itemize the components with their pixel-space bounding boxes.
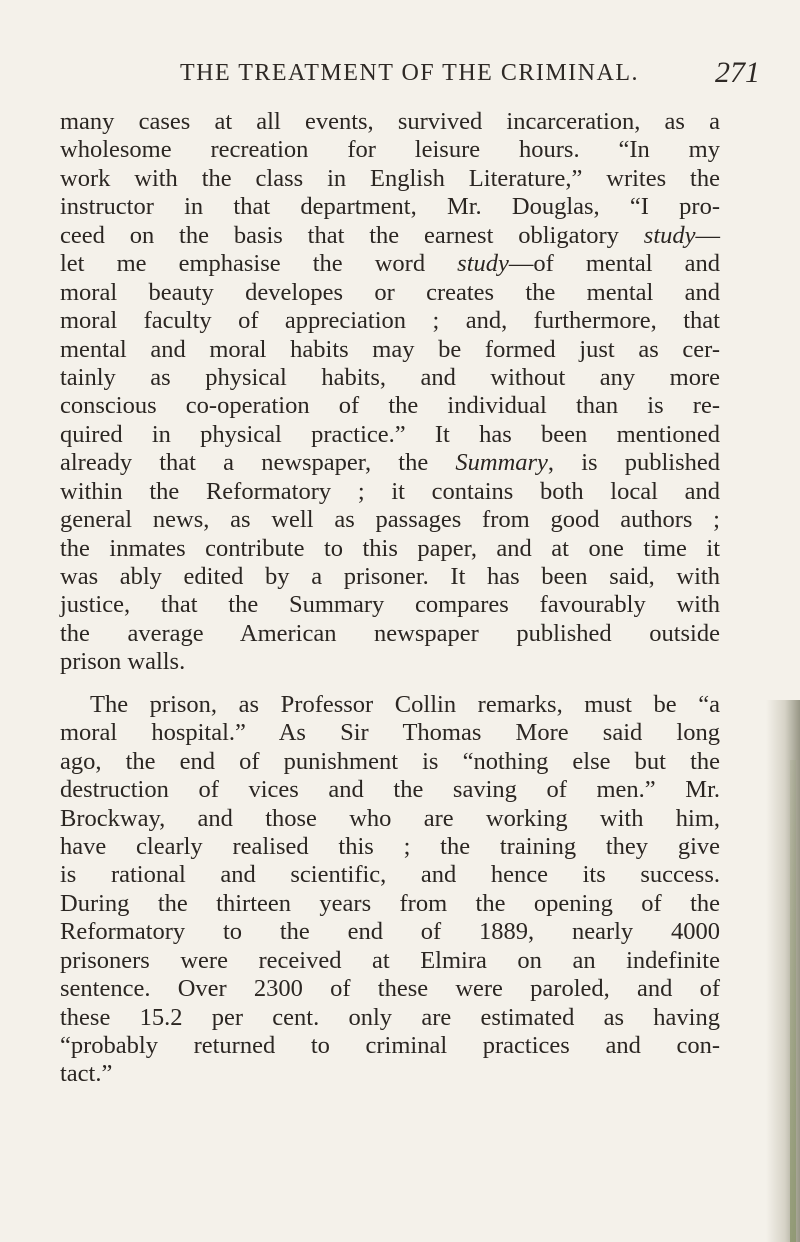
text-line: conscious co-operation of the individual than is re-: [60, 392, 720, 420]
text-line: moral faculty of appreciation ; and, furthermore, that: [60, 307, 720, 335]
running-title: THE TREATMENT OF THE CRIMINAL.: [180, 60, 639, 86]
text-line: sentence. Over 2300 of these were paroled, and of: [60, 975, 720, 1003]
text-line: “probably returned to criminal practices and con-: [60, 1032, 720, 1059]
text-line: ago, the end of punishment is “nothing else but the: [60, 747, 720, 775]
text-line: let me emphasise the word study—of mental and: [60, 250, 721, 278]
text-line: have clearly realised this ; the training they give: [60, 832, 720, 860]
text-line: these 15.2 per cent. only are estimated as having: [60, 1003, 720, 1031]
text-line: Brockway, and those who are working with him,: [60, 804, 720, 832]
text-line: is rational and scientific, and hence its success.: [60, 861, 720, 889]
text-line: work with the class in English Literature,” writes the: [60, 164, 720, 192]
text-line: many cases at all events, survived incarceration, as a: [60, 108, 720, 135]
text-line: prisoners were received at Elmira on an indefinite: [60, 946, 720, 974]
paragraph-gap: [60, 677, 720, 691]
text-line: already that a newspaper, the Summary, is published: [60, 449, 720, 477]
text-line: tainly as physical habits, and without any more: [60, 363, 720, 391]
paragraph-2: [60, 691, 720, 1089]
paragraph-1: [60, 108, 720, 677]
text-line: justice, that the Summary compares favourably with: [60, 591, 720, 619]
text-line: wholesome recreation for leisure hours. “In my: [60, 136, 720, 164]
text-line: quired in physical practice.” It has been mentioned: [60, 420, 720, 448]
text-line: the average American newspaper published outside: [60, 619, 720, 647]
text-line: destruction of vices and the saving of men.” Mr.: [60, 776, 720, 804]
text-line: within the Reformatory ; it contains both local and: [60, 477, 720, 505]
text-line: was ably edited by a prisoner. It has been said, with: [60, 563, 720, 590]
text-line: general news, as well as passages from good authors ;: [60, 506, 720, 534]
text-line: ceed on the basis that the earnest obligatory study—: [60, 221, 720, 249]
text-line: moral hospital.” As Sir Thomas More said long: [60, 719, 720, 747]
body-text: [60, 108, 720, 1089]
text-line: The prison, as Professor Collin remarks, must be “a: [90, 690, 720, 718]
text-line: Reformatory to the end of 1889, nearly 4000: [60, 918, 720, 946]
text-line: mental and moral habits may be formed just as cer-: [60, 335, 720, 363]
page-edge-strip: [790, 760, 796, 1242]
text-line: During the thirteen years from the opening of the: [60, 889, 720, 917]
page-number: 271: [715, 56, 760, 89]
text-line: prison walls.: [60, 648, 186, 676]
text-line: tact.”: [60, 1060, 113, 1088]
text-line: instructor in that department, Mr. Douglas, “I pro-: [60, 193, 720, 221]
running-head: [180, 56, 760, 96]
text-line: the inmates contribute to this paper, and at one time it: [60, 534, 720, 562]
text-line: moral beauty developes or creates the mental and: [60, 278, 720, 306]
